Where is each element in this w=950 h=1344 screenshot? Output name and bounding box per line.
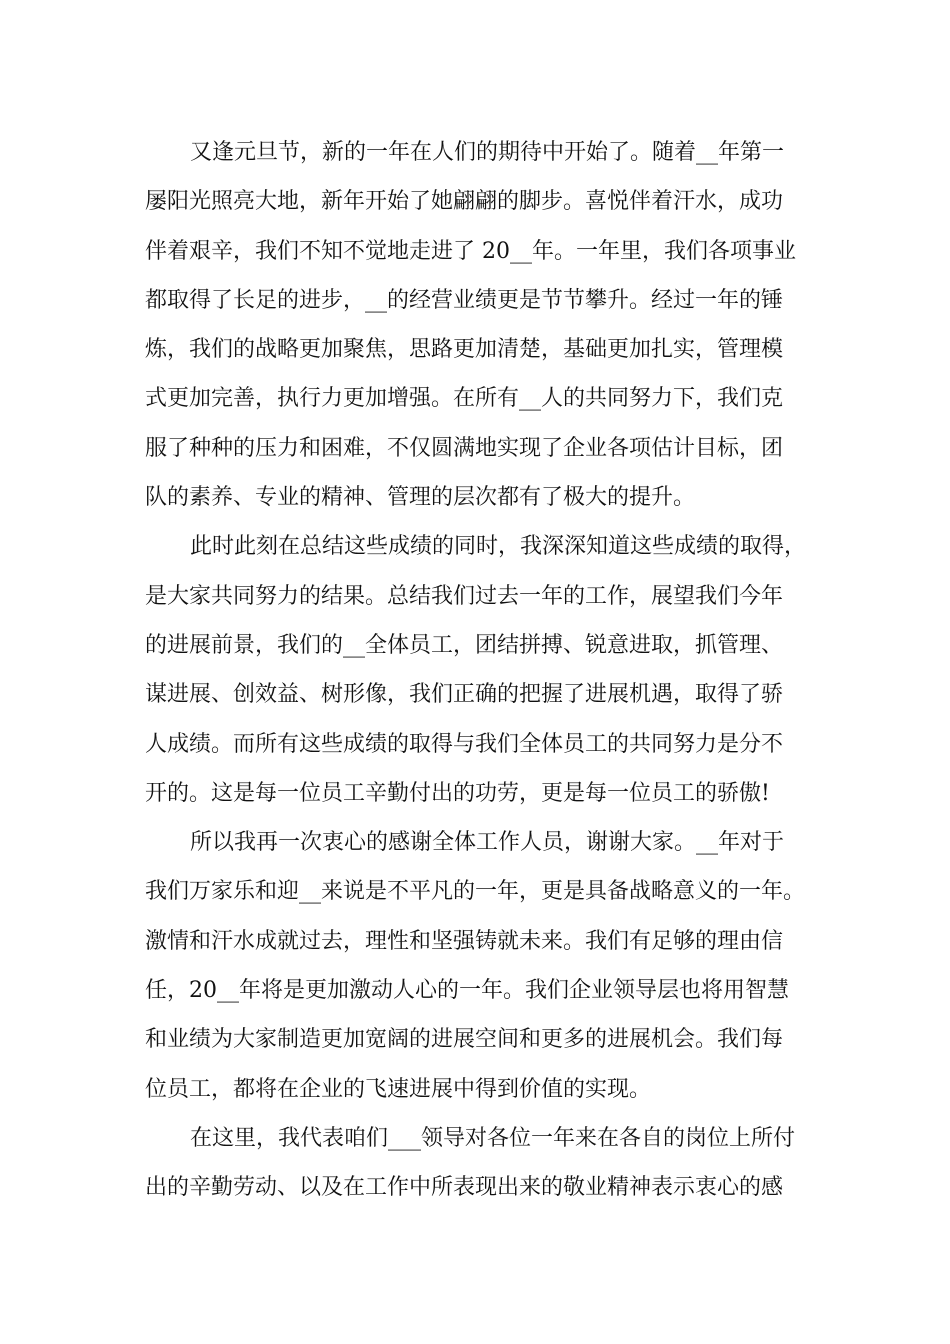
- paragraph-line: 服了种种的压力和困难，不仅圆满地实现了企业各项估计目标，团: [145, 435, 784, 461]
- paragraph-line: 和业绩为大家制造更加宽阔的进展空间和更多的进展机会。我们每: [145, 1027, 784, 1053]
- paragraph-line: 炼，我们的战略更加聚焦，思路更加清楚，基础更加扎实，管理模: [145, 337, 784, 363]
- paragraph-1: [145, 128, 815, 522]
- paragraph-line: 我们万家乐和迎__来说是不平凡的一年，更是具备战略意义的一年。: [145, 879, 806, 905]
- paragraph-line: 开的。这是每一位员工辛勤付出的功劳，更是每一位员工的骄傲!: [145, 780, 770, 806]
- paragraph-line: 在这里，我代表咱们___领导对各位一年来在各自的岗位上所付: [190, 1125, 796, 1151]
- paragraph-line: 又逢元旦节，新的一年在人们的期待中开始了。随着__年第一: [190, 140, 785, 165]
- paragraph-4: [145, 1114, 815, 1213]
- paragraph-line: 队的素养、专业的精神、管理的层次都有了极大的提升。: [145, 485, 696, 511]
- paragraph-line: 式更加完善，执行力更加增强。在所有__人的共同努力下，我们克: [145, 386, 784, 412]
- paragraph-line: 激情和汗水成就过去，理性和坚强铸就未来。我们有足够的理由信: [145, 928, 784, 954]
- paragraph-line: 所以我再一次衷心的感谢全体工作人员，谢谢大家。__年对于: [190, 830, 785, 856]
- paragraph-line: 是大家共同努力的结果。总结我们过去一年的工作，展望我们今年: [145, 583, 784, 609]
- paragraph-line: 的进展前景，我们的__全体员工，团结拼搏、锐意进取，抓管理、: [145, 632, 784, 658]
- paragraph-line: 人成绩。而所有这些成绩的取得与我们全体员工的共同努力是分不: [145, 731, 784, 757]
- paragraph-line: 伴着艰辛，我们不知不觉地走进了 20__年。一年里，我们各项事业: [145, 238, 796, 264]
- paragraph-line: 出的辛勤劳动、以及在工作中所表现出来的敬业精神表示衷心的感: [145, 1175, 784, 1201]
- paragraph-line: 任，20__年将是更加激动人心的一年。我们企业领导层也将用智慧: [145, 978, 789, 1004]
- paragraph-line: 此时此刻在总结这些成绩的同时，我深深知道这些成绩的取得，: [190, 534, 807, 560]
- paragraph-line: 都取得了长足的进步，__的经营业绩更是节节攀升。经过一年的锤: [145, 287, 784, 313]
- paragraph-line: 屡阳光照亮大地，新年开始了她翩翩的脚步。喜悦伴着汗水，成功: [145, 189, 784, 215]
- document-body: [145, 128, 815, 1213]
- paragraph-line: 谋进展、创效益、树形像，我们正确的把握了进展机遇，取得了骄: [145, 682, 784, 708]
- paragraph-2: [145, 522, 815, 818]
- paragraph-line: 位员工，都将在企业的飞速进展中得到价值的实现。: [145, 1076, 652, 1102]
- paragraph-3: [145, 818, 815, 1114]
